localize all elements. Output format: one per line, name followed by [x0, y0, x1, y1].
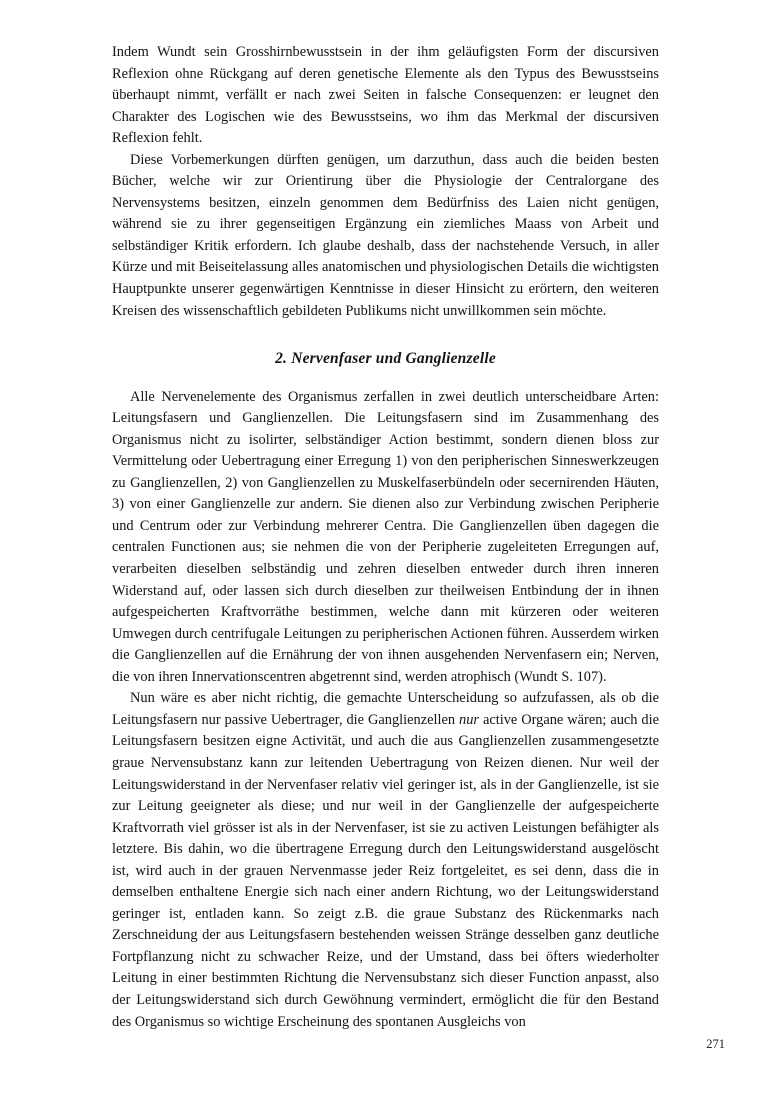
- page-number: 271: [706, 1037, 725, 1051]
- paragraph-vorbemerkungen: Diese Vorbemerkungen dürften genügen, um darzuthun, dass auch die beiden besten Bücher, welche wir zur Orientirung über die Physiologie der Centralorgane des Nervensystems besitzen, einzeln genommen dem Bedürfniss des Laien nicht genügen, während sie zu ihrer gegenseitigen Ergänzung ein ziemliches Maass von Arbeit und selbständiger Kritik erfordern. Ich glaube deshalb, dass der nachstehende Versuch, in aller Kürze und mit Beiseitelassung alles anatomischen und physiologischen Details die wichtigsten Hauptpunkte unserer gegenwärtigen Kenntnisse in dieser Hinsicht zu erörtern, den weiteren Kreisen des wissenschaftlich gebildeten Publikums nicht unwillkommen sein möchte.: [112, 151, 659, 319]
- section-heading: 2. Nervenfaser und Ganglienzelle: [275, 350, 496, 368]
- paragraph-leitungsfasern-text-1: Nun wäre es aber nicht richtig, die gemachte Unterscheidung so aufzufassen, als ob die Leitungsfasern nur passive Uebertrager, die Ganglienzellen: [112, 690, 659, 728]
- paragraph-continuation: Indem Wundt sein Grosshirnbewusstsein in der ihm geläufigsten Form der discursiven Reflexion ohne Rückgang auf deren genetische Elemente als den Typus des Bewusstseins überhaupt nimmt, verfällt er nach zwei Seiten in falsche Consequenzen: er leugnet den Charakter des Logischen wie des Bewusstseins, wo ihm das Merkmal der discursiven Reflexion fehlt.: [112, 44, 659, 147]
- text-block: [112, 42, 659, 1033]
- paragraph-leitungsfasern: [112, 688, 659, 1033]
- paragraph-nervenelemente: Alle Nervenelemente des Organismus zerfallen in zwei deutlich unterscheidbare Arten: Leitungsfasern und Ganglienzellen. Die Leitungsfasern sind im Zusammenhang des Organismus nicht zu isolirter, selbständiger Action bestimmt, sondern dienen bloss zur Vermittelung oder Uebertragung einer Erregung 1) von den peripherischen Sinneswerkzeugen zu Ganglienzellen, 2) von Ganglienzellen zu Muskelfaserbündeln oder secernirenden Häuten, 3) von einer Ganglienzelle zur andern. Sie dienen also zur Verbindung zwischen Peripherie und Centrum oder zur Verbindung mehrerer Centra. Die Ganglienzellen üben dagegen die centralen Functionen aus; sie nehmen die von der Peripherie zugeleiteten Erregungen auf, verarbeiten dieselben selbständig und zehren dieselben entweder durch ihren inneren Widerstand auf, oder lassen sich durch dieselben zur theilweisen Entbindung der in ihnen aufgespeicherten Kraftvorräthe bestimmen, welche dann mit kürzeren oder weiteren Umwegen durch centrifugale Leitungen zu peripherischen Actionen führen. Ausserdem wirken die Ganglienzellen auf die Ernährung der von ihnen ausgehenden Nervenfasern ein; Nerven, die von ihren Innervationscentren abgetrennt sind, werden atrophisch (Wundt S. 107).: [112, 388, 659, 685]
- paragraph-leitungsfasern-text-2: active Organe wären; auch die Leitungsfasern besitzen eigne Activität, und auch die aus Ganglienzellen zusammengesetzte graue Nervensubstanz kann zur leitenden Uebertragung von Reizen dienen. Nur weil der Leitungswiderstand in der Nervenfaser relativ viel geringer ist, als in der Ganglienzelle, ist sie zur Leitung geeigneter als diese; und nur weil in der Ganglienzelle der aufgespeicherte Kraftvorrath viel grösser ist als in der Nervenfaser, ist sie zu activen Leistungen befähigter als letztere. Bis dahin, wo die übertragene Erregung durch den Leitungswiderstand ausgelöscht ist, wird auch in der grauen Nervenmasse jeder Reiz fortgeleitet, es sei denn, dass die in demselben enthaltene Energie sich nach einer andern Richtung, wo der Leitungswiderstand geringer ist, entladen kann. So zeigt z.B. die graue Substanz des Rückenmarks nach Zerschneidung der aus Leitungsfasern bestehenden weissen Stränge desselben ganz deutliche Fortpflanzung nicht zu schwacher Reize, und der Umstand, dass bei öfters wiederholter Leitung in einer bestimmten Richtung die Nervensubstanz sich dieser Function anpasst, also der Leitungswiderstand sich durch Gewöhnung vermindert, ermöglicht die für den Bestand des Organismus so wichtige Erscheinung des spontanen Ausgleichs von: [112, 711, 659, 1030]
- paragraph-leitungsfasern-emphasis: nur: [459, 711, 480, 728]
